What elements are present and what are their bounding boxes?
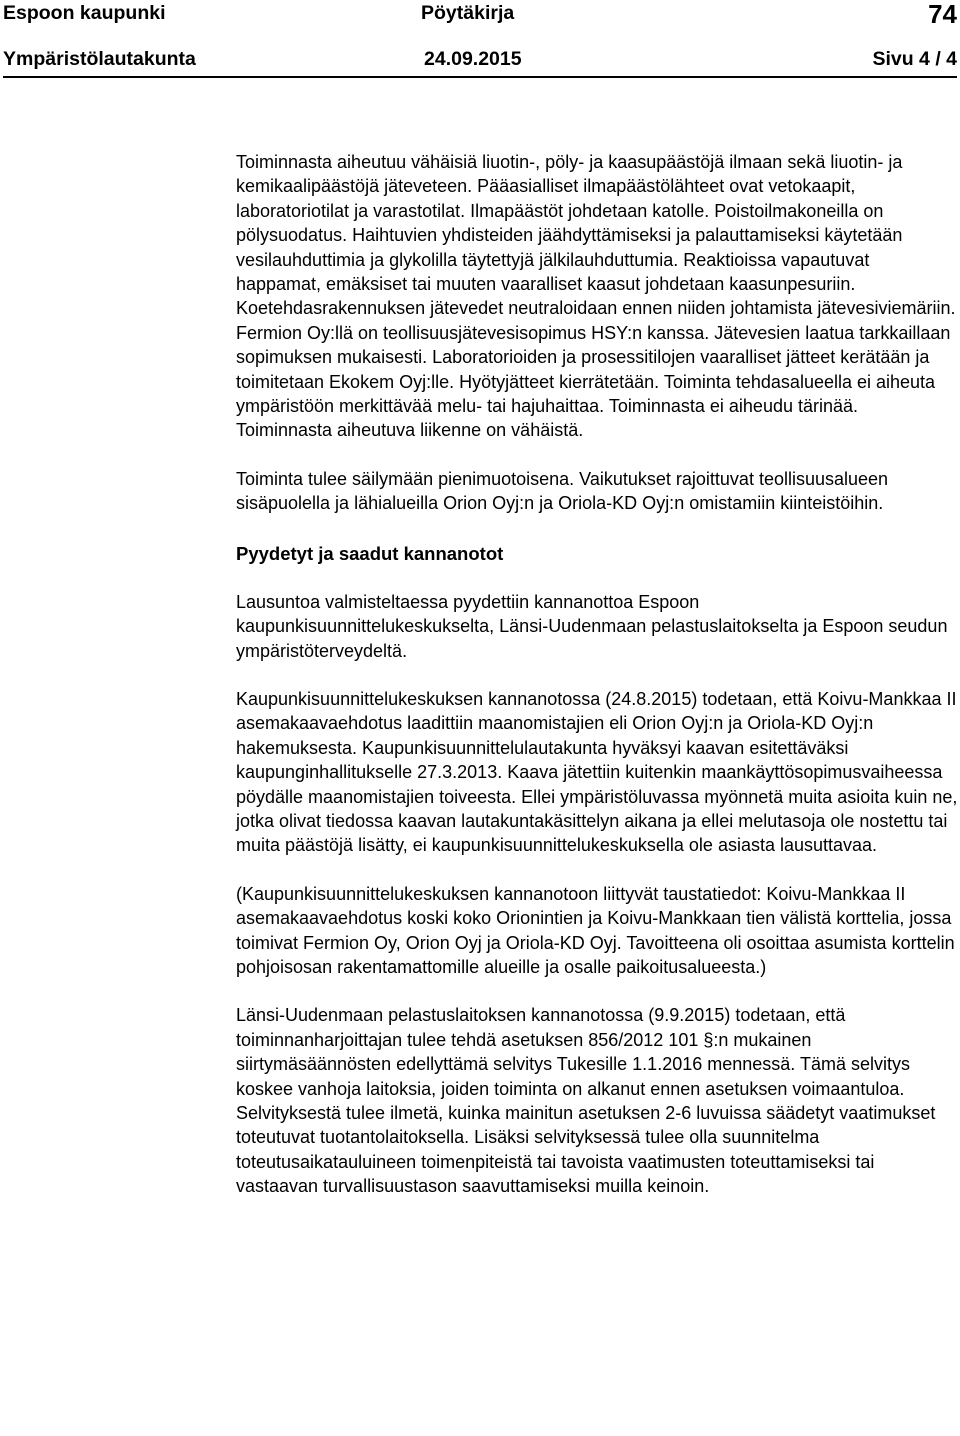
header-row-2: [3, 46, 957, 76]
section-number: 74: [928, 0, 957, 29]
document-type: Pöytäkirja: [421, 2, 515, 24]
page-number: Sivu 4 / 4: [872, 48, 957, 70]
document-body: [236, 150, 958, 1199]
paragraph-impact: Toiminta tulee säilymään pienimuotoisena. Vaikutukset rajoittuvat teollisuusalueen sisäpuolella ja lähialueilla Orion Oyj:n ja Oriola-KD Oyj:n omistamiin kiinteistöihin.: [236, 468, 889, 514]
header-row-1: [3, 0, 957, 30]
committee-name: Ympäristölautakunta: [3, 48, 196, 70]
city-name: Espoon kaupunki: [3, 2, 166, 24]
section-heading: Pyydetyt ja saadut kannanotot: [236, 542, 504, 564]
paragraph-emissions: Toiminnasta aiheutuu vähäisiä liuotin-, pöly- ja kaasupäästöjä ilmaan sekä liuotin- ja kemikaalipäästöjä jäteveteen. Pääasialliset ilmapäästölähteet ovat vetokaapit, laboratoriotilat ja varastotilat. Ilmapäästöt johdetaan katolle. Poistoilmakoneilla on pölysuodatus. Haihtuvien yhdisteiden jäähdyttämiseksi ja palauttamiseksi käytetään vesilauhduttimia ja glykolilla täytettyjä jälkilauhduttumia. Reaktioissa vapautuvat happamat, emäksiset tai muuten vaaralliset kaasut johdetaan kaasunpesuriin. Koetehdasrakennuksen jätevedet neutraloidaan ennen niiden johtamista jätevesiviemäriin. Fermion Oy:llä on teollisuusjätevesisopimus HSY:n kanssa. Jätevesien laatua tarkkaillaan sopimuksen mukaisesti. Laboratorioiden ja prosessitilojen vaaralliset jätteet kerätään ja toimitetaan Ekokem Oyj:lle. Hyötyjätteet kierrätetään. Toiminta tehdasalueella ei aiheuta ympäristöön merkittävää melu- tai hajuhaittaa. Toiminnasta ei aiheudu tärinää. Toiminnasta aiheutuva liikenne on vähäistä.: [236, 152, 956, 441]
paragraph-planning-statement: Kaupunkisuunnittelukeskuksen kannanotossa (24.8.2015) todetaan, että Koivu-Mankkaa II asemakaavaehdotus laadittiin maanomistajien eli Orion Oyj:n ja Oriola-KD Oyj:n hakemuksesta. Kaupunkisuunnittelulautakunta hyväksyi kaavan esitettäväksi kaupunginhallitukselle 27.3.2013. Kaava jätettiin kuitenkin maankäyttösopimusvaiheessa pöydälle maanomistajien toiveesta. Ellei ympäristöluvassa myönnetä muita asioita kuin ne, jotka olivat tiedossa kaavan lautakuntakäsittelyn aikana ja ellei melutasoja ole nostettu tai muita päästöjä lisätty, ei kaupunkisuunnittelukeskuksella ole asiasta lausuttavaa.: [236, 688, 958, 856]
document-header: [3, 0, 957, 76]
meeting-date: 24.09.2015: [424, 48, 522, 70]
paragraph-rescue-statement: Länsi-Uudenmaan pelastuslaitoksen kannanotossa (9.9.2015) todetaan, että toiminnanharjoittajan tulee tehdä asetuksen 856/2012 101 §:n mukainen siirtymäsäännösten edellyttämä selvitys Tukesille 1.1.2016 mennessä. Tämä selvitys koskee vanhoja laitoksia, joiden toiminta on alkanut ennen asetuksen voimaantuloa. Selvityksestä tulee ilmetä, kuinka mainitun asetuksen 2-6 luvuissa säädetyt vaatimukset toteutuvat tuotantolaitoksella. Lisäksi selvityksessä tulee olla suunnitelma toteutusaikatauluineen toimenpiteistä tai tavoista vaatimusten toteuttamiseksi tai vastaavan turvallisuustason saavuttamiseksi muilla keinoin.: [236, 1005, 936, 1197]
paragraph-statements-requested: Lausuntoa valmisteltaessa pyydettiin kannanottoa Espoon kaupunkisuunnittelukeskukselta, Länsi-Uudenmaan pelastuslaitokselta ja Espoon seudun ympäristöterveydeltä.: [236, 591, 948, 661]
header-divider: [3, 76, 957, 78]
paragraph-planning-background: (Kaupunkisuunnittelukeskuksen kannanotoon liittyvät taustatiedot: Koivu-Mankkaa II asemakaavaehdotus koski koko Orionintien ja Koivu-Mankkaan tien välistä korttelia, jossa toimivat Fermion Oy, Orion Oyj ja Oriola-KD Oyj. Tavoitteena oli osoittaa asumista korttelin pohjoisosan rakentamattomille alueille ja osalle paikoitusalueesta.): [236, 883, 955, 977]
